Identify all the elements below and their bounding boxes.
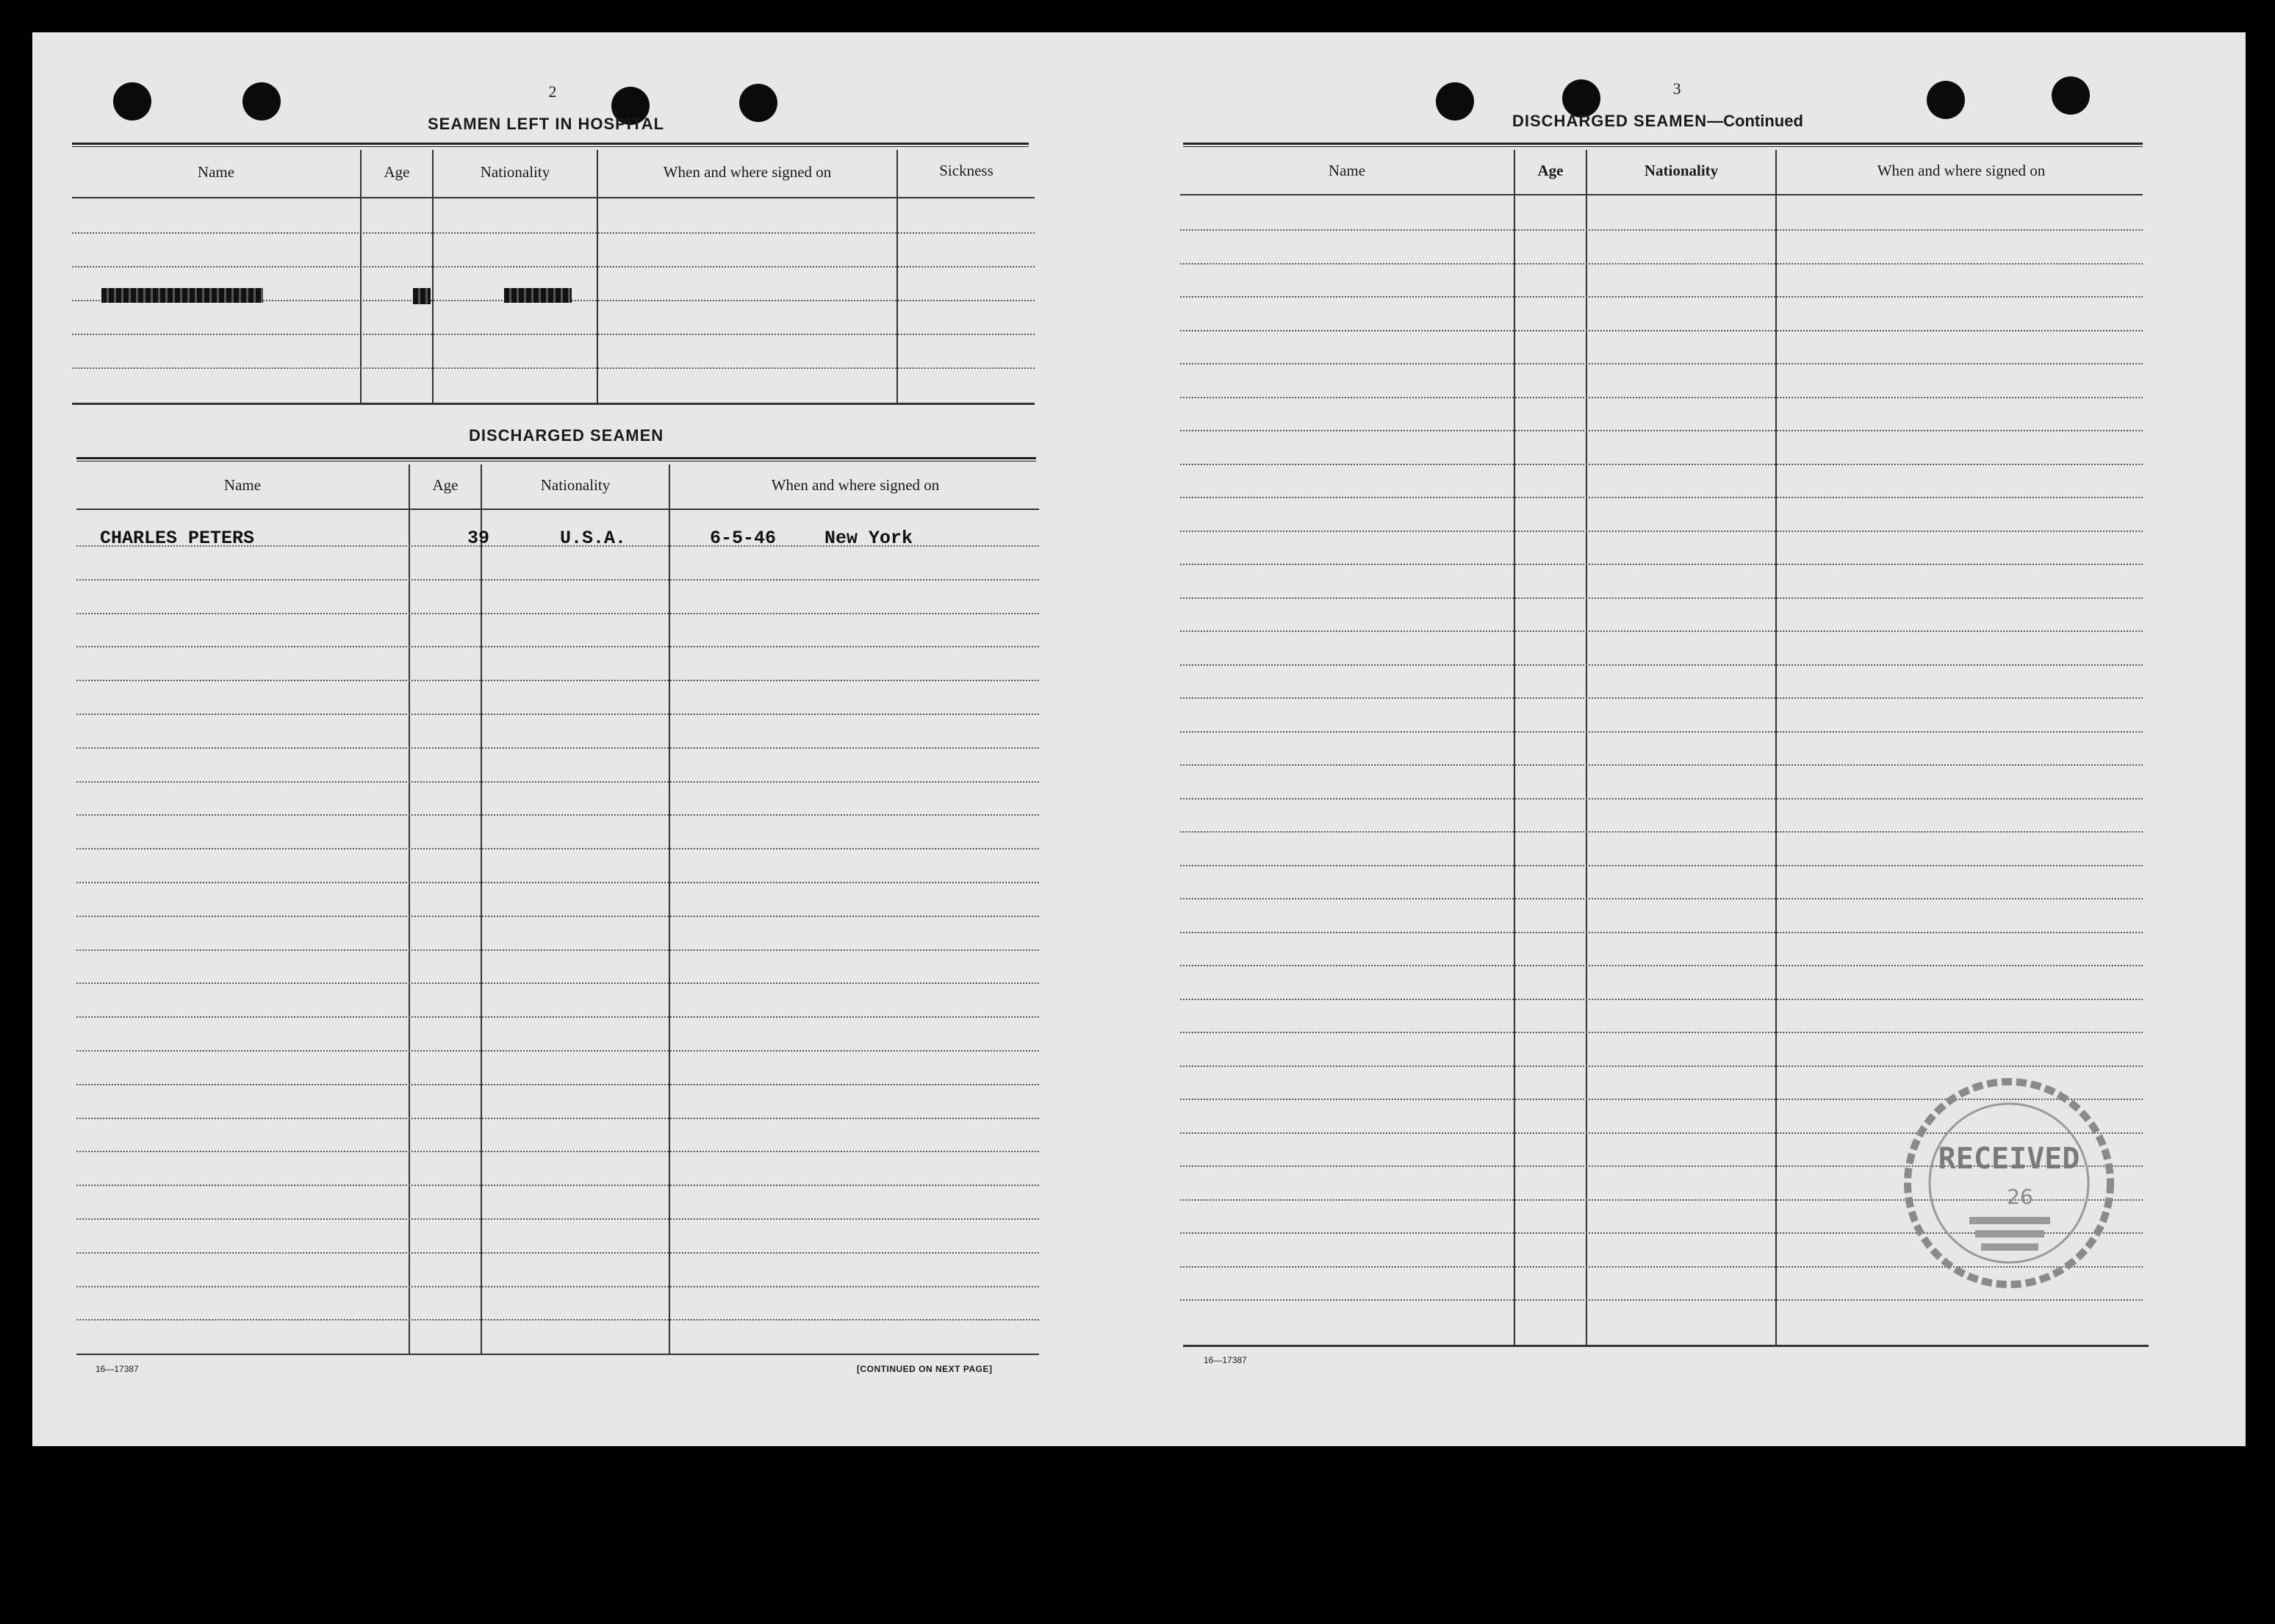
seaman-signed-place: New York	[824, 528, 913, 549]
row-line	[1180, 464, 2143, 465]
row-line	[76, 781, 1039, 783]
row-line	[76, 1151, 1039, 1152]
row-line	[72, 334, 1035, 335]
hospital-col-nationality: Nationality	[480, 163, 550, 181]
punch-hole	[2052, 76, 2090, 115]
column-divider	[409, 464, 410, 1354]
right-section-title	[1512, 112, 1803, 131]
row-line	[1180, 932, 2143, 933]
row-line	[1180, 564, 2143, 565]
stamp-date: 26	[2007, 1185, 2033, 1209]
redacted-name	[101, 288, 263, 303]
hospital-col-age: Age	[384, 163, 410, 181]
row-line	[76, 714, 1039, 715]
right-table-bottom	[1183, 1345, 2149, 1347]
row-line	[76, 882, 1039, 883]
right-title-suffix: —Continued	[1707, 112, 1803, 130]
row-line	[76, 1084, 1039, 1085]
row-line	[76, 613, 1039, 614]
row-line	[1180, 898, 2143, 899]
seaman-nationality: U.S.A.	[560, 528, 627, 549]
row-line	[1180, 597, 2143, 599]
row-line	[1180, 531, 2143, 532]
hospital-header-underline	[72, 197, 1035, 198]
column-divider	[432, 150, 434, 403]
stamp-text: RECEIVED	[1938, 1142, 2080, 1176]
right-header-rule	[1183, 143, 2143, 147]
row-line	[1180, 229, 2143, 231]
page-number-right: 3	[1672, 79, 1681, 98]
discharged-col-signed-on: When and where signed on	[771, 476, 940, 494]
row-line	[76, 1319, 1039, 1321]
received-stamp	[1899, 1073, 2119, 1293]
row-line	[76, 949, 1039, 951]
seaman-signed-date: 6-5-46	[710, 528, 777, 549]
row-line	[76, 747, 1039, 749]
row-line	[76, 1252, 1039, 1254]
row-line	[1180, 430, 2143, 431]
column-divider	[360, 150, 362, 403]
punch-hole	[113, 82, 151, 121]
redacted-nationality	[504, 288, 572, 303]
row-line	[76, 1218, 1039, 1220]
column-divider	[597, 150, 598, 403]
discharged-col-age: Age	[432, 476, 459, 494]
row-line	[1180, 764, 2143, 766]
right-header-underline	[1180, 194, 2143, 195]
row-line	[76, 982, 1039, 984]
row-line	[1180, 664, 2143, 666]
row-line	[76, 1050, 1039, 1052]
row-line	[76, 1354, 1039, 1355]
row-line	[1180, 798, 2143, 800]
row-line	[1180, 1032, 2143, 1033]
punch-hole	[739, 84, 777, 122]
discharged-section-title: DISCHARGED SEAMEN	[469, 426, 664, 445]
discharged-col-nationality: Nationality	[540, 476, 611, 494]
row-line	[1180, 397, 2143, 398]
form-number-left: 16—17387	[96, 1364, 139, 1374]
redacted-age	[413, 288, 431, 304]
row-line	[76, 1286, 1039, 1287]
right-col-age: Age	[1537, 162, 1564, 179]
row-line	[72, 367, 1035, 369]
hospital-table-bottom	[72, 403, 1035, 405]
seaman-age: 39	[467, 528, 490, 549]
column-divider	[669, 464, 670, 1354]
discharged-header-underline	[76, 509, 1039, 510]
row-line	[1180, 263, 2143, 265]
row-line	[1180, 1299, 2143, 1301]
row-line	[76, 579, 1039, 581]
continued-note: [CONTINUED ON NEXT PAGE]	[857, 1364, 993, 1374]
row-line	[76, 646, 1039, 647]
row-line	[1180, 630, 2143, 632]
discharged-col-name: Name	[223, 476, 262, 494]
row-line	[1180, 965, 2143, 966]
hospital-section-title: SEAMEN LEFT IN HOSPITAL	[428, 115, 665, 133]
row-line	[72, 266, 1035, 267]
right-col-signed-on: When and where signed on	[1877, 162, 2046, 179]
row-line	[76, 1118, 1039, 1119]
row-line	[72, 232, 1035, 234]
row-line	[1180, 1066, 2143, 1067]
row-line	[76, 1185, 1039, 1186]
row-line	[76, 680, 1039, 681]
page-number-left: 2	[548, 82, 557, 101]
seaman-name: CHARLES PETERS	[100, 528, 255, 549]
row-line	[1180, 731, 2143, 733]
row-line	[76, 916, 1039, 917]
punch-hole	[1927, 81, 1965, 119]
form-number-right: 16—17387	[1204, 1355, 1247, 1365]
hospital-col-signed-on: When and where signed on	[663, 163, 832, 181]
row-line	[1180, 831, 2143, 833]
row-line	[1180, 497, 2143, 498]
punch-hole	[242, 82, 281, 121]
right-col-nationality: Nationality	[1644, 162, 1719, 179]
right-col-name: Name	[1328, 162, 1366, 179]
punch-hole	[1436, 82, 1474, 121]
row-line	[76, 848, 1039, 849]
row-line	[76, 814, 1039, 816]
hospital-header-rule	[72, 143, 1029, 147]
row-line	[76, 1016, 1039, 1018]
row-line	[1180, 296, 2143, 298]
row-line	[1180, 330, 2143, 331]
hospital-col-name: Name	[197, 163, 235, 181]
right-title-text: DISCHARGED SEAMEN	[1512, 112, 1708, 130]
column-divider	[896, 150, 898, 403]
row-line	[1180, 363, 2143, 364]
row-line	[1180, 999, 2143, 1000]
row-line	[1180, 865, 2143, 866]
row-line	[1180, 697, 2143, 699]
column-divider	[481, 464, 482, 1354]
discharged-header-rule	[76, 457, 1036, 461]
hospital-col-sickness: Sickness	[939, 162, 993, 179]
